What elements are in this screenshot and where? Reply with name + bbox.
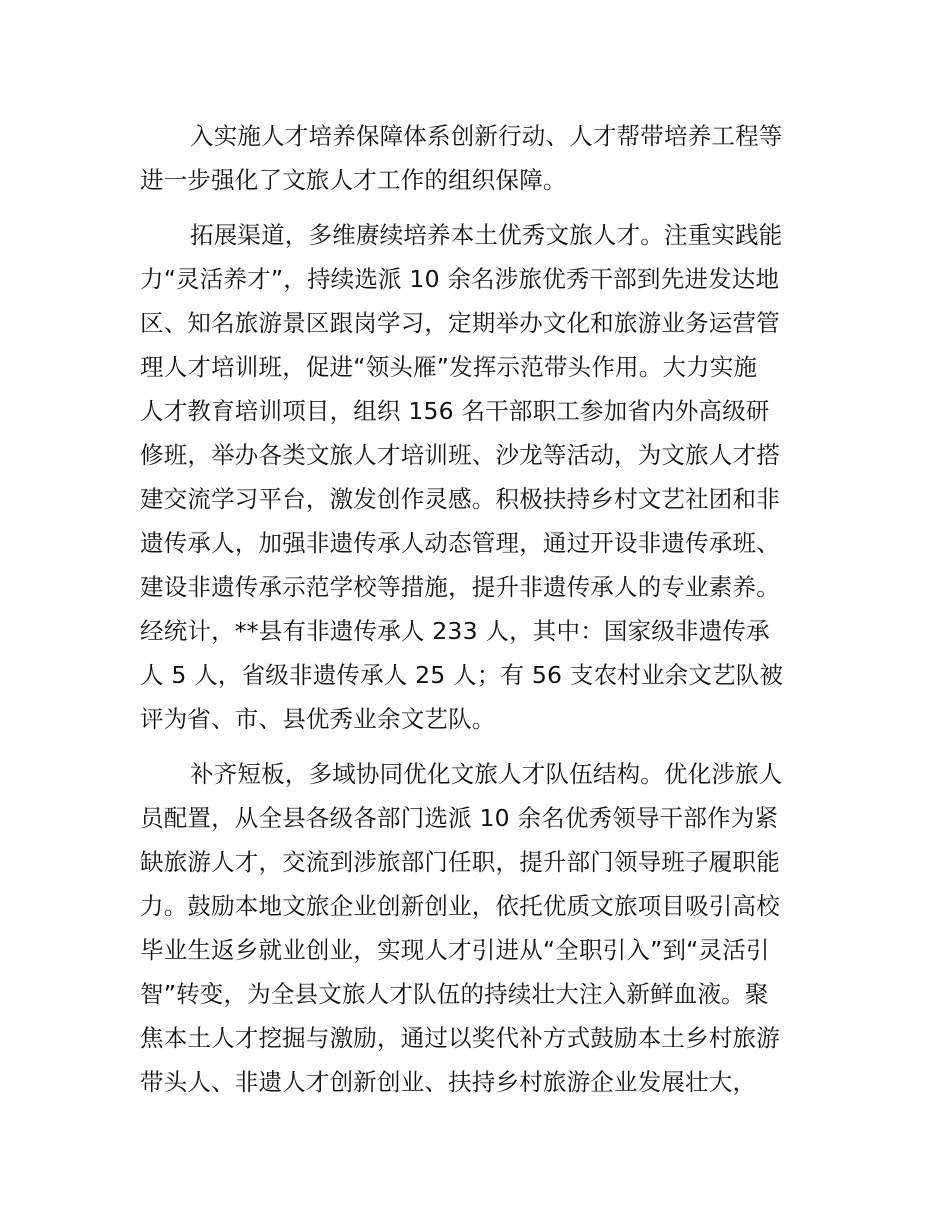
paragraph-line: 带头人、非遗人才创新创业、扶持乡村旅游企业发展壮大， — [140, 1068, 757, 1096]
paragraph-line: 理人才培训班，促进“领头雁”发挥示范带头作用。大力实施 — [140, 353, 758, 381]
paragraph-line: 人 5 人，省级非遗传承人 25 人；有 56 支农村业余文艺队被 — [140, 661, 784, 689]
paragraph-line: 拓展渠道，多维赓续培养本土优秀文旅人才。注重实践能 — [190, 221, 783, 249]
paragraph-line: 经统计，**县有非遗传承人 233 人，其中：国家级非遗传承 — [140, 617, 770, 645]
paragraph-line: 入实施人才培养保障体系创新行动、人才帮带培养工程等 — [190, 122, 783, 150]
paragraph-line: 修班，举办各类文旅人才培训班、沙龙等活动，为文旅人才搭 — [140, 441, 780, 469]
paragraph-line: 缺旅游人才，交流到涉旅部门任职，提升部门领导班子履职能 — [140, 848, 780, 876]
paragraph-1 — [140, 114, 812, 202]
paragraph-2 — [140, 213, 812, 741]
paragraph-line: 建设非遗传承示范学校等措施，提升非遗传承人的专业素养。 — [140, 573, 780, 601]
paragraph-line: 人才教育培训项目，组织 156 名干部职工参加省内外高级研 — [140, 397, 770, 425]
paragraph-line: 建交流学习平台，激发创作灵感。积极扶持乡村文艺社团和非 — [140, 485, 780, 513]
paragraph-line: 遗传承人，加强非遗传承人动态管理，通过开设非遗传承班、 — [140, 529, 780, 557]
paragraph-line: 员配置，从全县各级各部门选派 10 余名优秀领导干部作为紧 — [140, 804, 779, 832]
paragraph-line: 力。鼓励本地文旅企业创新创业，依托优质文旅项目吸引高校 — [140, 892, 780, 920]
paragraph-line: 智”转变，为全县文旅人才队伍的持续壮大注入新鲜血液。聚 — [140, 980, 769, 1008]
paragraph-line: 毕业生返乡就业创业，实现人才引进从“全职引入”到“灵活引 — [140, 936, 770, 964]
paragraph-line: 评为省、市、县优秀业余文艺队。 — [140, 705, 496, 733]
paragraph-line: 区、知名旅游景区跟岗学习，定期举办文化和旅游业务运营管 — [140, 309, 780, 337]
paragraph-line: 力“灵活养才”，持续选派 10 余名涉旅优秀干部到先进发达地 — [140, 265, 780, 293]
body-text — [140, 114, 812, 1104]
paragraph-line: 焦本土人才挖掘与激励，通过以奖代补方式鼓励本土乡村旅游 — [140, 1024, 780, 1052]
paragraph-3 — [140, 752, 812, 1104]
paragraph-line: 补齐短板，多域协同优化文旅人才队伍结构。优化涉旅人 — [190, 760, 783, 788]
paragraph-line: 进一步强化了文旅人才工作的组织保障。 — [140, 166, 567, 194]
